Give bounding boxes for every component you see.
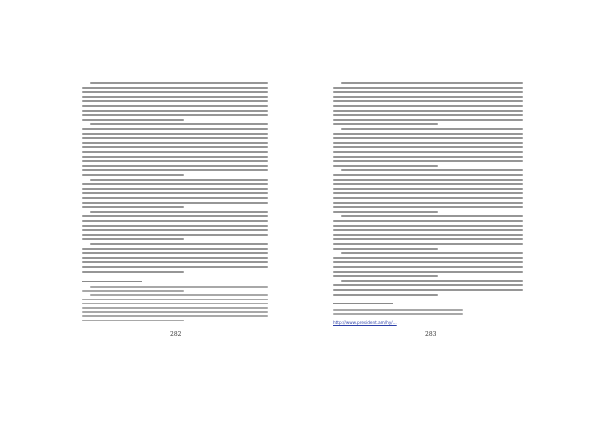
text-line [333, 202, 523, 204]
text-line [82, 114, 268, 116]
text-line [82, 188, 268, 190]
text-line [341, 252, 523, 254]
text-line [82, 261, 268, 263]
text-line [341, 215, 523, 217]
text-line [82, 105, 268, 107]
text-line [82, 142, 268, 144]
text-line [333, 105, 523, 107]
text-line [333, 266, 523, 268]
text-line [82, 290, 184, 292]
text-line [82, 311, 268, 313]
text-line [333, 160, 523, 162]
text-line [82, 128, 268, 130]
text-line [333, 313, 463, 315]
text-line [82, 151, 268, 153]
text-line [82, 252, 268, 254]
text-line [90, 123, 268, 125]
text-line [333, 165, 438, 167]
text-line [333, 174, 523, 176]
text-line [90, 179, 268, 181]
text-line [333, 123, 438, 125]
text-line [82, 110, 268, 112]
text-line [90, 243, 268, 245]
text-line [82, 183, 268, 185]
text-line [82, 215, 268, 217]
text-line [82, 238, 184, 240]
text-line [90, 82, 268, 84]
text-line [333, 225, 523, 227]
text-line [333, 261, 523, 263]
text-line [333, 179, 523, 181]
text-line [82, 234, 268, 236]
text-line [333, 271, 523, 273]
text-line [333, 87, 523, 89]
text-line [82, 197, 268, 199]
text-line [333, 188, 523, 190]
text-line [333, 91, 523, 93]
right-page-number: 283 [425, 331, 437, 338]
text-line [82, 303, 268, 305]
text-line [82, 206, 184, 208]
text-line [341, 128, 523, 130]
text-line [333, 100, 523, 102]
text-line [82, 174, 184, 176]
text-line [333, 119, 523, 121]
text-line [82, 320, 184, 322]
text-line [82, 100, 268, 102]
text-line [333, 206, 523, 208]
text-line [90, 286, 268, 288]
text-line [90, 294, 268, 296]
text-line [333, 257, 523, 259]
text-line [82, 156, 268, 158]
text-line [82, 229, 268, 231]
text-line [82, 248, 268, 250]
text-line [333, 309, 463, 311]
text-line [341, 82, 523, 84]
text-line [82, 119, 184, 121]
text-line [333, 275, 438, 277]
text-line [333, 96, 523, 98]
text-line [333, 156, 523, 158]
text-line [82, 165, 268, 167]
text-line [82, 315, 268, 317]
text-line [82, 192, 268, 194]
text-line [341, 169, 523, 171]
text-line [82, 146, 268, 148]
text-line [333, 238, 523, 240]
text-line [333, 229, 523, 231]
text-line [333, 197, 523, 199]
text-line [82, 160, 268, 162]
text-line [82, 266, 268, 268]
text-line [333, 243, 523, 245]
left-footnote-rule [82, 281, 142, 282]
text-line [333, 133, 523, 135]
footnote-link[interactable]: http://www.president.am/hy/... [333, 320, 397, 325]
text-line [82, 225, 268, 227]
text-line [333, 211, 438, 213]
text-line [333, 137, 523, 139]
text-line [333, 183, 523, 185]
text-line [341, 280, 523, 282]
text-line [90, 211, 268, 213]
text-line [333, 151, 523, 153]
text-line [82, 96, 268, 98]
text-line [333, 234, 523, 236]
left-page-number: 282 [170, 331, 182, 338]
text-line [333, 146, 523, 148]
text-line [333, 284, 523, 286]
text-line [333, 110, 523, 112]
text-line [82, 91, 268, 93]
text-line [82, 307, 268, 309]
text-line [82, 220, 268, 222]
text-line [333, 142, 523, 144]
text-line [333, 220, 523, 222]
text-line [82, 257, 268, 259]
text-line [82, 137, 268, 139]
text-line [82, 133, 268, 135]
text-line [333, 289, 523, 291]
text-line [82, 169, 268, 171]
text-line [82, 202, 268, 204]
text-line [333, 114, 523, 116]
text-line [333, 248, 438, 250]
right-footnote-rule [333, 303, 393, 304]
text-line [333, 294, 438, 296]
text-line [82, 87, 268, 89]
text-line [333, 192, 523, 194]
right-page [300, 0, 600, 424]
text-line [82, 271, 184, 273]
text-line [82, 299, 268, 301]
